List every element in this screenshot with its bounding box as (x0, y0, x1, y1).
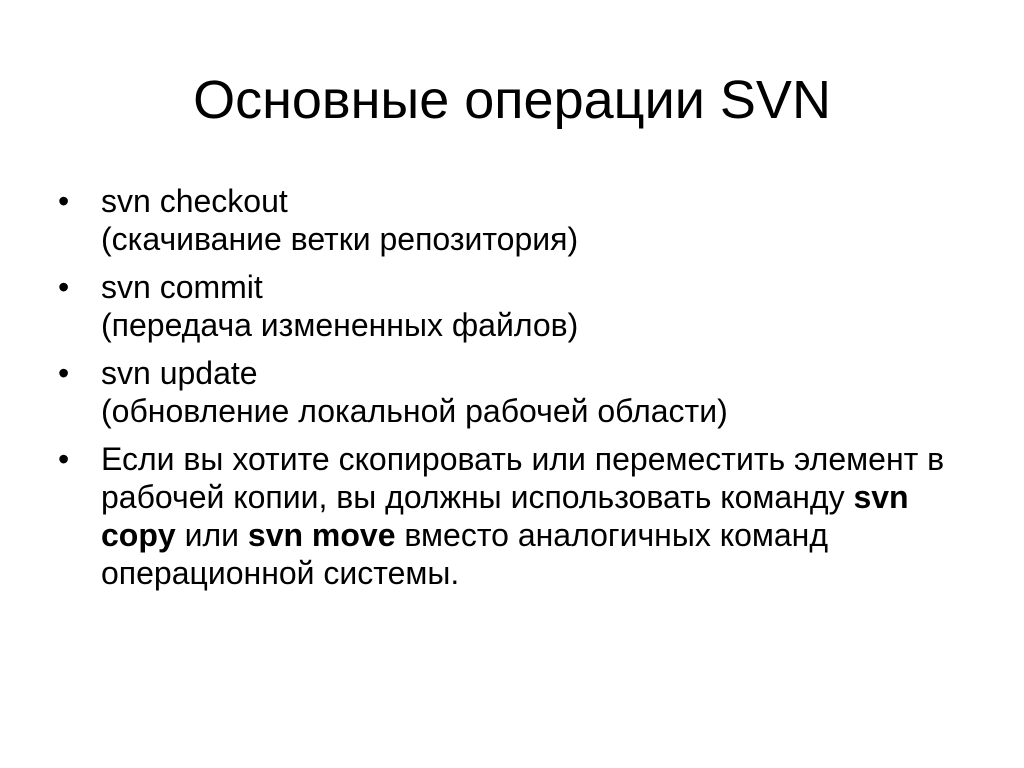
note-text-part2: или (175, 517, 248, 553)
command-text: svn commit (101, 269, 263, 305)
bullet-marker: • (58, 355, 70, 391)
svn-copy-command: svn copy (101, 479, 909, 553)
bullet-item-note (58, 440, 978, 592)
bullet-item-checkout (58, 182, 978, 258)
note-text (101, 441, 944, 591)
bullet-item-update (58, 354, 978, 430)
slide-title: Основные операции SVN (193, 70, 831, 130)
command-description: (обновление локальной рабочей области) (101, 393, 728, 429)
note-text-part1: Если вы хотите скопировать или переместить элемент в рабочей копии, вы должны использовать команду (101, 441, 945, 515)
svn-move-command: svn move (247, 517, 396, 553)
bullet-marker: • (58, 269, 70, 305)
bullet-marker: • (58, 441, 70, 477)
bullet-item-commit (58, 268, 978, 344)
command-text: svn checkout (101, 183, 288, 219)
bullet-list (58, 182, 978, 602)
command-description: (передача измененных файлов) (101, 307, 579, 343)
command-description: (скачивание ветки репозитория) (101, 221, 579, 257)
note-text-part3: вместо аналогичных команд операционной системы. (101, 517, 828, 591)
command-text: svn update (101, 355, 258, 391)
bullet-marker: • (58, 183, 70, 219)
